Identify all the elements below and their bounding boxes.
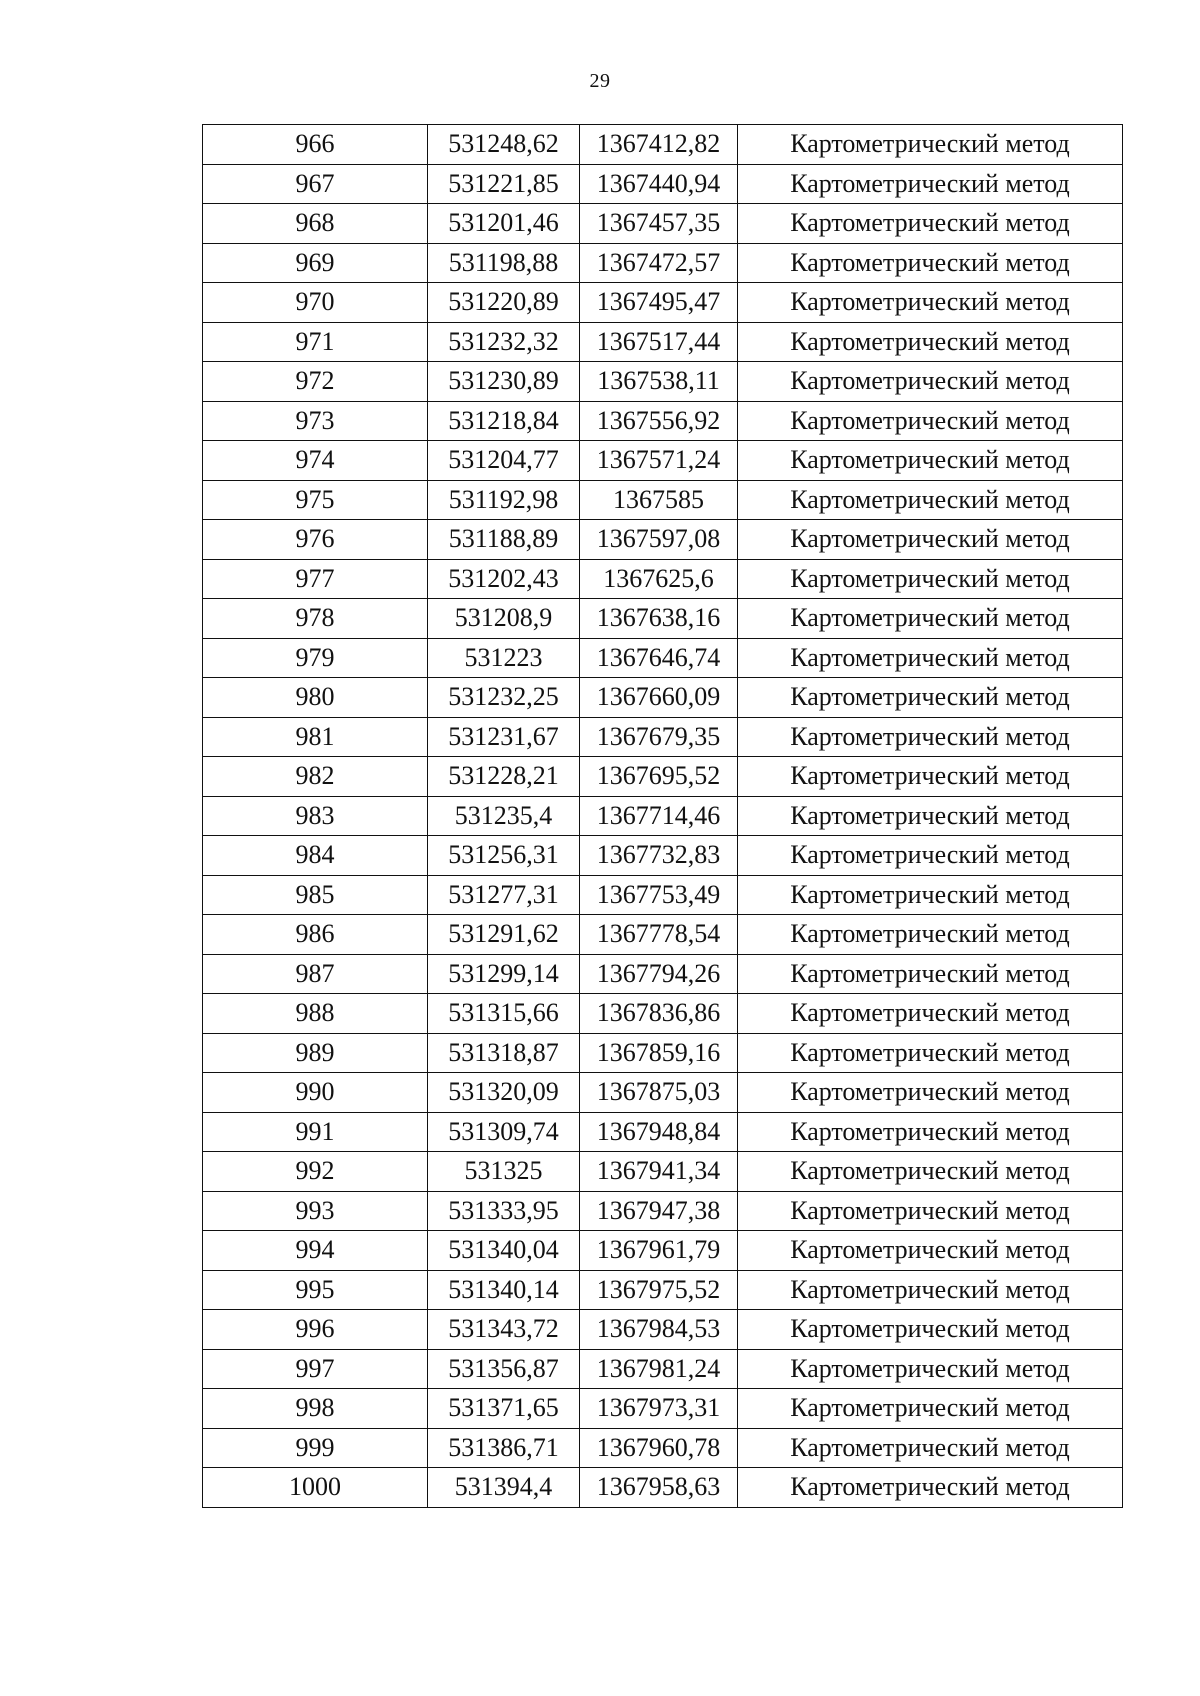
point-number-cell: 996 [203,1310,428,1350]
table-row [203,1152,1123,1192]
coordinate-x-cell: 531202,43 [428,559,580,599]
coordinate-y-cell: 1367794,26 [580,954,738,994]
coordinate-y-cell: 1367472,57 [580,243,738,283]
method-cell: Картометрический метод [738,480,1123,520]
coordinate-y-cell: 1367859,16 [580,1033,738,1073]
point-number-cell: 968 [203,204,428,244]
table-row [203,1349,1123,1389]
method-cell: Картометрический метод [738,125,1123,165]
point-number-cell: 995 [203,1270,428,1310]
coordinate-y-cell: 1367495,47 [580,283,738,323]
method-cell: Картометрический метод [738,954,1123,994]
coordinate-x-cell: 531340,04 [428,1231,580,1271]
coordinate-x-cell: 531356,87 [428,1349,580,1389]
table-row [203,1270,1123,1310]
method-cell: Картометрический метод [738,1310,1123,1350]
table-row [203,520,1123,560]
coordinate-y-cell: 1367973,31 [580,1389,738,1429]
table-row [203,125,1123,165]
coordinate-x-cell: 531256,31 [428,836,580,876]
method-cell: Картометрический метод [738,1231,1123,1271]
point-number-cell: 993 [203,1191,428,1231]
method-cell: Картометрический метод [738,1389,1123,1429]
coordinate-x-cell: 531188,89 [428,520,580,560]
table-row [203,1112,1123,1152]
method-cell: Картометрический метод [738,1468,1123,1508]
coordinate-y-cell: 1367960,78 [580,1428,738,1468]
coordinate-y-cell: 1367975,52 [580,1270,738,1310]
coordinate-y-cell: 1367638,16 [580,599,738,639]
method-cell: Картометрический метод [738,1152,1123,1192]
coordinate-x-cell: 531232,32 [428,322,580,362]
method-cell: Картометрический метод [738,1428,1123,1468]
coordinate-x-cell: 531223 [428,638,580,678]
method-cell: Картометрический метод [738,638,1123,678]
point-number-cell: 992 [203,1152,428,1192]
coordinate-x-cell: 531325 [428,1152,580,1192]
point-number-cell: 969 [203,243,428,283]
coordinate-y-cell: 1367412,82 [580,125,738,165]
coordinate-y-cell: 1367538,11 [580,362,738,402]
coordinate-y-cell: 1367941,34 [580,1152,738,1192]
coordinate-x-cell: 531309,74 [428,1112,580,1152]
point-number-cell: 990 [203,1073,428,1113]
coordinate-x-cell: 531221,85 [428,164,580,204]
point-number-cell: 982 [203,757,428,797]
coordinate-x-cell: 531208,9 [428,599,580,639]
table-row [203,480,1123,520]
table-row [203,559,1123,599]
table-row [203,954,1123,994]
coordinate-x-cell: 531299,14 [428,954,580,994]
coordinate-x-cell: 531204,77 [428,441,580,481]
point-number-cell: 977 [203,559,428,599]
coordinate-y-cell: 1367753,49 [580,875,738,915]
point-number-cell: 980 [203,678,428,718]
point-number-cell: 978 [203,599,428,639]
point-number-cell: 974 [203,441,428,481]
table-row [203,915,1123,955]
coordinate-y-cell: 1367948,84 [580,1112,738,1152]
coordinate-y-cell: 1367695,52 [580,757,738,797]
table-row [203,1073,1123,1113]
method-cell: Картометрический метод [738,362,1123,402]
coordinate-y-cell: 1367597,08 [580,520,738,560]
coordinate-y-cell: 1367875,03 [580,1073,738,1113]
method-cell: Картометрический метод [738,243,1123,283]
coordinate-x-cell: 531291,62 [428,915,580,955]
table-row [203,1389,1123,1429]
point-number-cell: 985 [203,875,428,915]
point-number-cell: 983 [203,796,428,836]
point-number-cell: 966 [203,125,428,165]
table-row [203,283,1123,323]
method-cell: Картометрический метод [738,915,1123,955]
point-number-cell: 979 [203,638,428,678]
coordinate-y-cell: 1367440,94 [580,164,738,204]
method-cell: Картометрический метод [738,875,1123,915]
method-cell: Картометрический метод [738,1033,1123,1073]
coordinate-x-cell: 531333,95 [428,1191,580,1231]
coordinate-x-cell: 531201,46 [428,204,580,244]
method-cell: Картометрический метод [738,520,1123,560]
coordinate-y-cell: 1367958,63 [580,1468,738,1508]
table-row [203,875,1123,915]
coordinate-y-cell: 1367646,74 [580,638,738,678]
coordinate-y-cell: 1367778,54 [580,915,738,955]
coordinate-x-cell: 531277,31 [428,875,580,915]
point-number-cell: 984 [203,836,428,876]
table-row [203,164,1123,204]
table-row [203,994,1123,1034]
method-cell: Картометрический метод [738,796,1123,836]
coordinate-x-cell: 531230,89 [428,362,580,402]
coordinate-x-cell: 531320,09 [428,1073,580,1113]
method-cell: Картометрический метод [738,559,1123,599]
method-cell: Картометрический метод [738,322,1123,362]
table-row [203,717,1123,757]
coordinate-y-cell: 1367660,09 [580,678,738,718]
point-number-cell: 967 [203,164,428,204]
method-cell: Картометрический метод [738,441,1123,481]
point-number-cell: 1000 [203,1468,428,1508]
point-number-cell: 989 [203,1033,428,1073]
method-cell: Картометрический метод [738,1191,1123,1231]
method-cell: Картометрический метод [738,204,1123,244]
coordinate-x-cell: 531315,66 [428,994,580,1034]
table-row [203,599,1123,639]
method-cell: Картометрический метод [738,994,1123,1034]
coordinate-x-cell: 531343,72 [428,1310,580,1350]
point-number-cell: 975 [203,480,428,520]
table-row [203,204,1123,244]
point-number-cell: 986 [203,915,428,955]
method-cell: Картометрический метод [738,1112,1123,1152]
coordinate-x-cell: 531235,4 [428,796,580,836]
method-cell: Картометрический метод [738,1270,1123,1310]
method-cell: Картометрический метод [738,283,1123,323]
method-cell: Картометрический метод [738,1073,1123,1113]
coordinate-y-cell: 1367714,46 [580,796,738,836]
coordinate-y-cell: 1367947,38 [580,1191,738,1231]
coordinate-x-cell: 531198,88 [428,243,580,283]
table-row [203,796,1123,836]
table-row [203,401,1123,441]
point-number-cell: 971 [203,322,428,362]
table-row [203,836,1123,876]
method-cell: Картометрический метод [738,757,1123,797]
point-number-cell: 987 [203,954,428,994]
point-number-cell: 988 [203,994,428,1034]
coordinate-x-cell: 531340,14 [428,1270,580,1310]
coordinate-y-cell: 1367732,83 [580,836,738,876]
point-number-cell: 997 [203,1349,428,1389]
method-cell: Картометрический метод [738,599,1123,639]
method-cell: Картометрический метод [738,678,1123,718]
table-row [203,441,1123,481]
coordinate-x-cell: 531232,25 [428,678,580,718]
table-row [203,638,1123,678]
point-number-cell: 976 [203,520,428,560]
table-row [203,322,1123,362]
page-number: 29 [589,70,611,92]
coordinate-y-cell: 1367984,53 [580,1310,738,1350]
point-number-cell: 994 [203,1231,428,1271]
method-cell: Картометрический метод [738,717,1123,757]
table-row [203,678,1123,718]
table-row [203,1310,1123,1350]
table-row [203,1191,1123,1231]
coordinate-y-cell: 1367836,86 [580,994,738,1034]
coordinate-x-cell: 531386,71 [428,1428,580,1468]
coordinate-y-cell: 1367679,35 [580,717,738,757]
coordinate-y-cell: 1367981,24 [580,1349,738,1389]
coordinate-y-cell: 1367961,79 [580,1231,738,1271]
coordinate-x-cell: 531394,4 [428,1468,580,1508]
table-row [203,362,1123,402]
coordinate-x-cell: 531371,65 [428,1389,580,1429]
table-row [203,1428,1123,1468]
table-row [203,1231,1123,1271]
method-cell: Картометрический метод [738,1349,1123,1389]
coordinate-x-cell: 531218,84 [428,401,580,441]
method-cell: Картометрический метод [738,164,1123,204]
coordinate-x-cell: 531192,98 [428,480,580,520]
point-number-cell: 991 [203,1112,428,1152]
coordinate-y-cell: 1367571,24 [580,441,738,481]
table-row [203,1468,1123,1508]
coordinate-y-cell: 1367625,6 [580,559,738,599]
point-number-cell: 970 [203,283,428,323]
coordinate-x-cell: 531318,87 [428,1033,580,1073]
coordinate-x-cell: 531248,62 [428,125,580,165]
coordinate-y-cell: 1367457,35 [580,204,738,244]
coordinates-table-body [203,125,1123,1508]
coordinate-y-cell: 1367556,92 [580,401,738,441]
point-number-cell: 998 [203,1389,428,1429]
table-row [203,1033,1123,1073]
point-number-cell: 972 [203,362,428,402]
table-row [203,243,1123,283]
point-number-cell: 973 [203,401,428,441]
coordinate-x-cell: 531228,21 [428,757,580,797]
method-cell: Картометрический метод [738,836,1123,876]
point-number-cell: 981 [203,717,428,757]
coordinate-y-cell: 1367517,44 [580,322,738,362]
method-cell: Картометрический метод [738,401,1123,441]
table-row [203,757,1123,797]
coordinate-x-cell: 531231,67 [428,717,580,757]
point-number-cell: 999 [203,1428,428,1468]
coordinate-y-cell: 1367585 [580,480,738,520]
coordinate-x-cell: 531220,89 [428,283,580,323]
coordinates-table [202,124,1123,1508]
